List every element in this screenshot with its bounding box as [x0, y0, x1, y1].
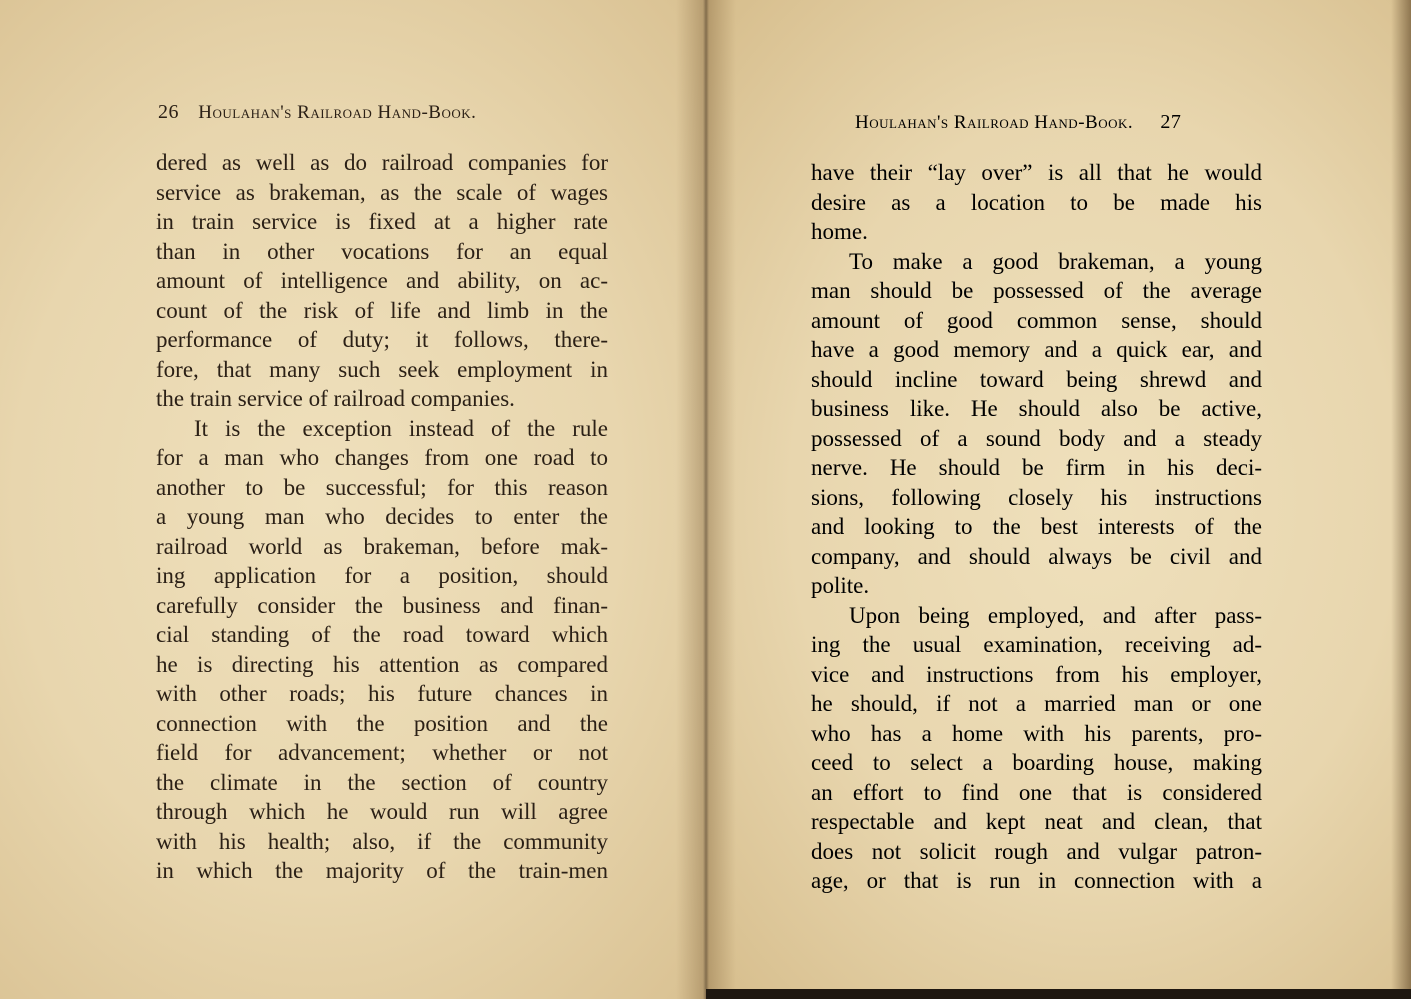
right-page-text: [811, 158, 1262, 896]
text-line: fore, that many such seek employment in: [156, 356, 608, 382]
text-line: respectable and kept neat and clean, that: [811, 809, 1262, 834]
page-edge-shadow: [1391, 0, 1411, 999]
text-line: desire as a location to be made his: [811, 189, 1262, 215]
text-line: in which the majority of the train-men: [156, 858, 608, 883]
text-line: Upon being employed, and after pass-: [849, 602, 1262, 628]
text-line: in train service is fixed at a higher rate: [156, 209, 608, 234]
text-line: and looking to the best interests of the: [811, 514, 1262, 539]
text-line: the train service of railroad companies.: [156, 386, 515, 411]
text-line: nerve. He should be firm in his deci-: [811, 455, 1262, 480]
text-line: should incline toward being shrewd and: [811, 366, 1262, 392]
text-line: It is the exception instead of the rule: [194, 415, 608, 441]
text-line: an effort to find one that is considered: [811, 779, 1262, 805]
text-line: a young man who decides to enter the: [156, 504, 608, 529]
text-line: company, and should always be civil and: [811, 543, 1262, 569]
text-line: To make a good brakeman, a young: [849, 248, 1262, 274]
text-line: than in other vocations for an equal: [156, 238, 608, 264]
text-line: for a man who changes from one road to: [156, 445, 608, 470]
text-line: performance of duty; it follows, there-: [156, 327, 608, 352]
text-line: have a good memory and a quick ear, and: [811, 337, 1262, 362]
text-line: dered as well as do railroad companies for: [156, 150, 608, 175]
text-line: polite.: [811, 573, 870, 598]
text-line: service as brakeman, as the scale of wages: [156, 179, 608, 205]
book-gutter: [676, 0, 736, 999]
text-line: who has a home with his parents, pro-: [811, 720, 1262, 746]
bottom-shadow: [706, 989, 1411, 999]
text-line: man should be possessed of the average: [811, 278, 1262, 303]
text-line: does not solicit rough and vulgar patron-: [811, 838, 1262, 864]
text-line: sions, following closely his instructions: [811, 484, 1262, 510]
left-page-text: [156, 148, 608, 886]
text-line: ing the usual examination, receiving ad-: [811, 632, 1262, 657]
right-running-head: Houlahan's Railroad Hand-Book.: [855, 112, 1134, 133]
text-line: amount of good common sense, should: [811, 307, 1262, 333]
text-line: count of the risk of life and limb in the: [156, 297, 608, 323]
left-page-number: 26: [158, 101, 179, 123]
text-line: possessed of a sound body and a steady: [811, 425, 1262, 451]
text-line: connection with the position and the: [156, 710, 608, 736]
text-line: amount of intelligence and ability, on ac-: [156, 268, 608, 293]
text-line: cial standing of the road toward which: [156, 622, 608, 647]
text-line: have their “lay over” is all that he would: [811, 160, 1262, 185]
left-running-head: Houlahan's Railroad Hand-Book.: [198, 102, 477, 123]
text-line: he is directing his attention as compared: [156, 651, 608, 677]
text-line: home.: [811, 219, 868, 244]
text-line: another to be successful; for this reason: [156, 474, 608, 500]
text-line: the climate in the section of country: [156, 769, 608, 795]
text-line: he should, if not a married man or one: [811, 691, 1262, 716]
text-line: business like. He should also be active,: [811, 396, 1262, 421]
text-line: ing application for a position, should: [156, 563, 608, 588]
left-page-header: [158, 101, 476, 124]
text-line: through which he would run will agree: [156, 799, 608, 824]
text-line: with his health; also, if the community: [156, 828, 608, 854]
right-page-header: [855, 111, 1181, 134]
text-line: ceed to select a boarding house, making: [811, 750, 1262, 775]
text-line: railroad world as brakeman, before mak-: [156, 533, 608, 559]
right-page-number: 27: [1160, 111, 1182, 133]
text-line: vice and instructions from his employer,: [811, 661, 1262, 687]
text-line: field for advancement; whether or not: [156, 740, 608, 765]
text-line: age, or that is run in connection with a: [811, 868, 1262, 893]
text-line: carefully consider the business and finan-: [156, 592, 608, 618]
text-line: with other roads; his future chances in: [156, 681, 608, 706]
